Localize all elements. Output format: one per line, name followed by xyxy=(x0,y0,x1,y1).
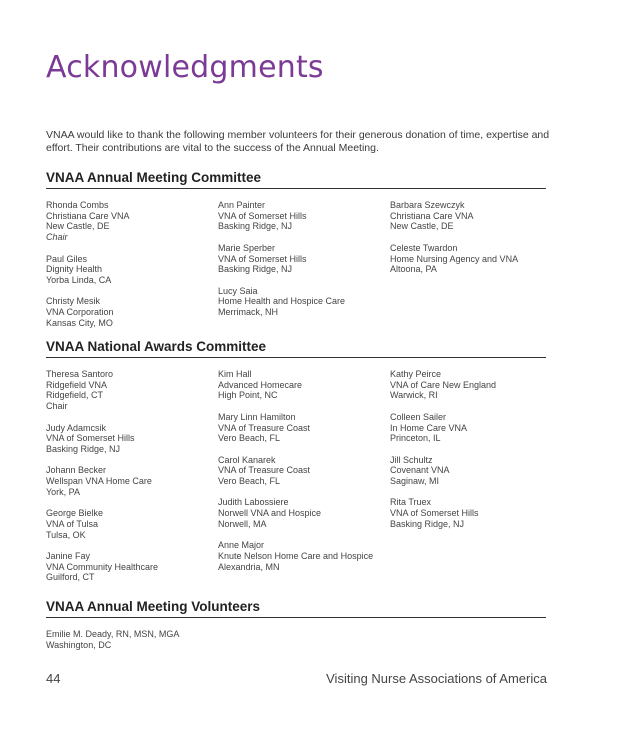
member-entry xyxy=(218,200,345,232)
member-entry xyxy=(46,629,179,650)
member-location: Basking Ridge, NJ xyxy=(390,518,465,529)
member-org: Christiana Care VNA xyxy=(390,210,474,221)
member-name: Paul Giles xyxy=(46,253,88,264)
member-name: George Bielke xyxy=(46,508,104,519)
section-national-awards-committee xyxy=(46,339,546,583)
page-number: 44 xyxy=(46,671,61,686)
member-entry xyxy=(46,423,158,455)
member-org: VNA of Somerset Hills xyxy=(218,253,307,264)
member-name: Kim Hall xyxy=(218,369,252,379)
member-entry xyxy=(46,254,130,286)
member-name: Emilie M. Deady, RN, MSN, MGA xyxy=(46,629,180,639)
member-location: Vero Beach, FL xyxy=(218,476,281,486)
member-org: Covenant VNA xyxy=(390,465,450,476)
member-location: New Castle, DE xyxy=(390,221,454,232)
member-name: Mary Linn Hamilton xyxy=(218,411,296,422)
intro-paragraph: VNAA would like to thank the following member volunteers for their generous donation of time, expertise and effort. Their contributions are vital to the success of the Annual Meeting. xyxy=(46,129,550,154)
section-title: VNAA Annual Meeting Committee xyxy=(46,170,546,189)
member-entry xyxy=(46,508,158,540)
member-location: Vero Beach, FL xyxy=(218,433,281,444)
member-name: Rita Truex xyxy=(390,497,432,508)
member-location: New Castle, DE xyxy=(46,221,110,232)
member-location: Guilford, CT xyxy=(46,572,95,583)
member-entry xyxy=(390,369,496,401)
member-location: Yorba Linda, CA xyxy=(46,274,112,285)
member-location: Warwick, RI xyxy=(390,390,438,401)
member-org: Home Health and Hospice Care xyxy=(218,296,346,307)
section-annual-meeting-volunteers xyxy=(46,599,546,650)
member-org: VNA of Somerset Hills xyxy=(46,433,135,444)
member-name: Ann Painter xyxy=(218,200,266,210)
member-entry xyxy=(46,296,130,328)
member-entry xyxy=(390,497,496,529)
member-column xyxy=(390,200,518,286)
member-org: VNA of Treasure Coast xyxy=(218,465,311,476)
member-org: Christiana Care VNA xyxy=(46,210,130,221)
member-org: Ridgefield VNA xyxy=(46,379,108,390)
member-role: Chair xyxy=(46,401,68,412)
member-org: VNA of Somerset Hills xyxy=(390,508,479,519)
member-org: VNA of Treasure Coast xyxy=(218,422,311,433)
member-location: Princeton, IL xyxy=(390,433,441,444)
section-title: VNAA Annual Meeting Volunteers xyxy=(46,599,546,618)
member-entry xyxy=(390,200,518,232)
member-name: Barbara Szewczyk xyxy=(390,200,465,210)
member-entry xyxy=(46,369,158,412)
section-title: VNAA National Awards Committee xyxy=(46,339,546,358)
member-location: Washington, DC xyxy=(46,639,112,650)
member-org: Dignity Health xyxy=(46,264,103,275)
member-column xyxy=(46,369,158,594)
member-name: Theresa Santoro xyxy=(46,369,114,379)
member-entry xyxy=(218,243,345,275)
member-name: Colleen Sailer xyxy=(390,411,447,422)
member-entry xyxy=(218,369,373,401)
member-name: Lucy Saia xyxy=(218,285,258,296)
member-location: Basking Ridge, NJ xyxy=(218,264,293,275)
member-column xyxy=(218,369,373,583)
member-name: Anne Major xyxy=(218,540,265,551)
member-entry xyxy=(218,540,373,572)
member-location: High Point, NC xyxy=(218,390,278,401)
member-location: York, PA xyxy=(46,486,81,497)
member-org: Knute Nelson Home Care and Hospice xyxy=(218,550,374,561)
member-location: Alexandria, MN xyxy=(218,561,280,572)
member-org: In Home Care VNA xyxy=(390,422,468,433)
page-title: Acknowledgments xyxy=(46,50,324,85)
member-entry xyxy=(390,455,496,487)
member-location: Saginaw, MI xyxy=(390,476,440,486)
section-columns xyxy=(46,369,546,583)
member-name: Celeste Twardon xyxy=(390,242,458,253)
member-column xyxy=(390,369,496,540)
member-org: Advanced Homecare xyxy=(218,379,303,390)
member-entry xyxy=(218,497,373,529)
member-name: Christy Mesik xyxy=(46,296,101,307)
member-location: Basking Ridge, NJ xyxy=(46,443,121,454)
member-entry xyxy=(218,412,373,444)
member-name: Judith Labossiere xyxy=(218,497,289,508)
member-entry xyxy=(390,412,496,444)
member-entry xyxy=(218,286,345,318)
member-name: Carol Kanarek xyxy=(218,454,276,465)
member-org: Norwell VNA and Hospice xyxy=(218,508,322,519)
member-column xyxy=(46,629,179,661)
member-name: Judy Adamcsik xyxy=(46,422,107,433)
member-location: Basking Ridge, NJ xyxy=(218,221,293,232)
member-org: VNA Corporation xyxy=(46,307,114,317)
member-name: Rhonda Combs xyxy=(46,200,109,210)
member-entry xyxy=(390,243,518,275)
member-org: Wellspan VNA Home Care xyxy=(46,476,152,486)
member-org: VNA Community Healthcare xyxy=(46,561,159,572)
member-location: Kansas City, MO xyxy=(46,317,113,328)
member-column xyxy=(218,200,345,328)
member-entry xyxy=(46,551,158,583)
footer-organization: Visiting Nurse Associations of America xyxy=(326,671,547,686)
member-name: Kathy Peirce xyxy=(390,369,442,379)
member-role: Chair xyxy=(46,232,68,243)
member-org: Home Nursing Agency and VNA xyxy=(390,253,519,264)
section-columns xyxy=(46,200,546,328)
member-location: Altoona, PA xyxy=(390,264,437,275)
member-location: Tulsa, OK xyxy=(46,529,86,540)
member-name: Janine Fay xyxy=(46,550,91,561)
member-name: Marie Sperber xyxy=(218,242,276,253)
member-name: Johann Becker xyxy=(46,465,107,476)
section-annual-meeting-committee xyxy=(46,170,546,328)
member-entry xyxy=(218,455,373,487)
member-org: VNA of Somerset Hills xyxy=(218,210,307,221)
member-entry xyxy=(46,465,158,497)
member-org: VNA of Tulsa xyxy=(46,518,99,529)
member-name: Jill Schultz xyxy=(390,454,433,465)
member-entry xyxy=(46,200,130,243)
member-location: Norwell, MA xyxy=(218,518,267,529)
member-location: Ridgefield, CT xyxy=(46,390,104,401)
section-columns xyxy=(46,629,546,650)
member-org: VNA of Care New England xyxy=(390,379,497,390)
member-location: Merrimack, NH xyxy=(218,307,278,317)
member-column xyxy=(46,200,130,339)
